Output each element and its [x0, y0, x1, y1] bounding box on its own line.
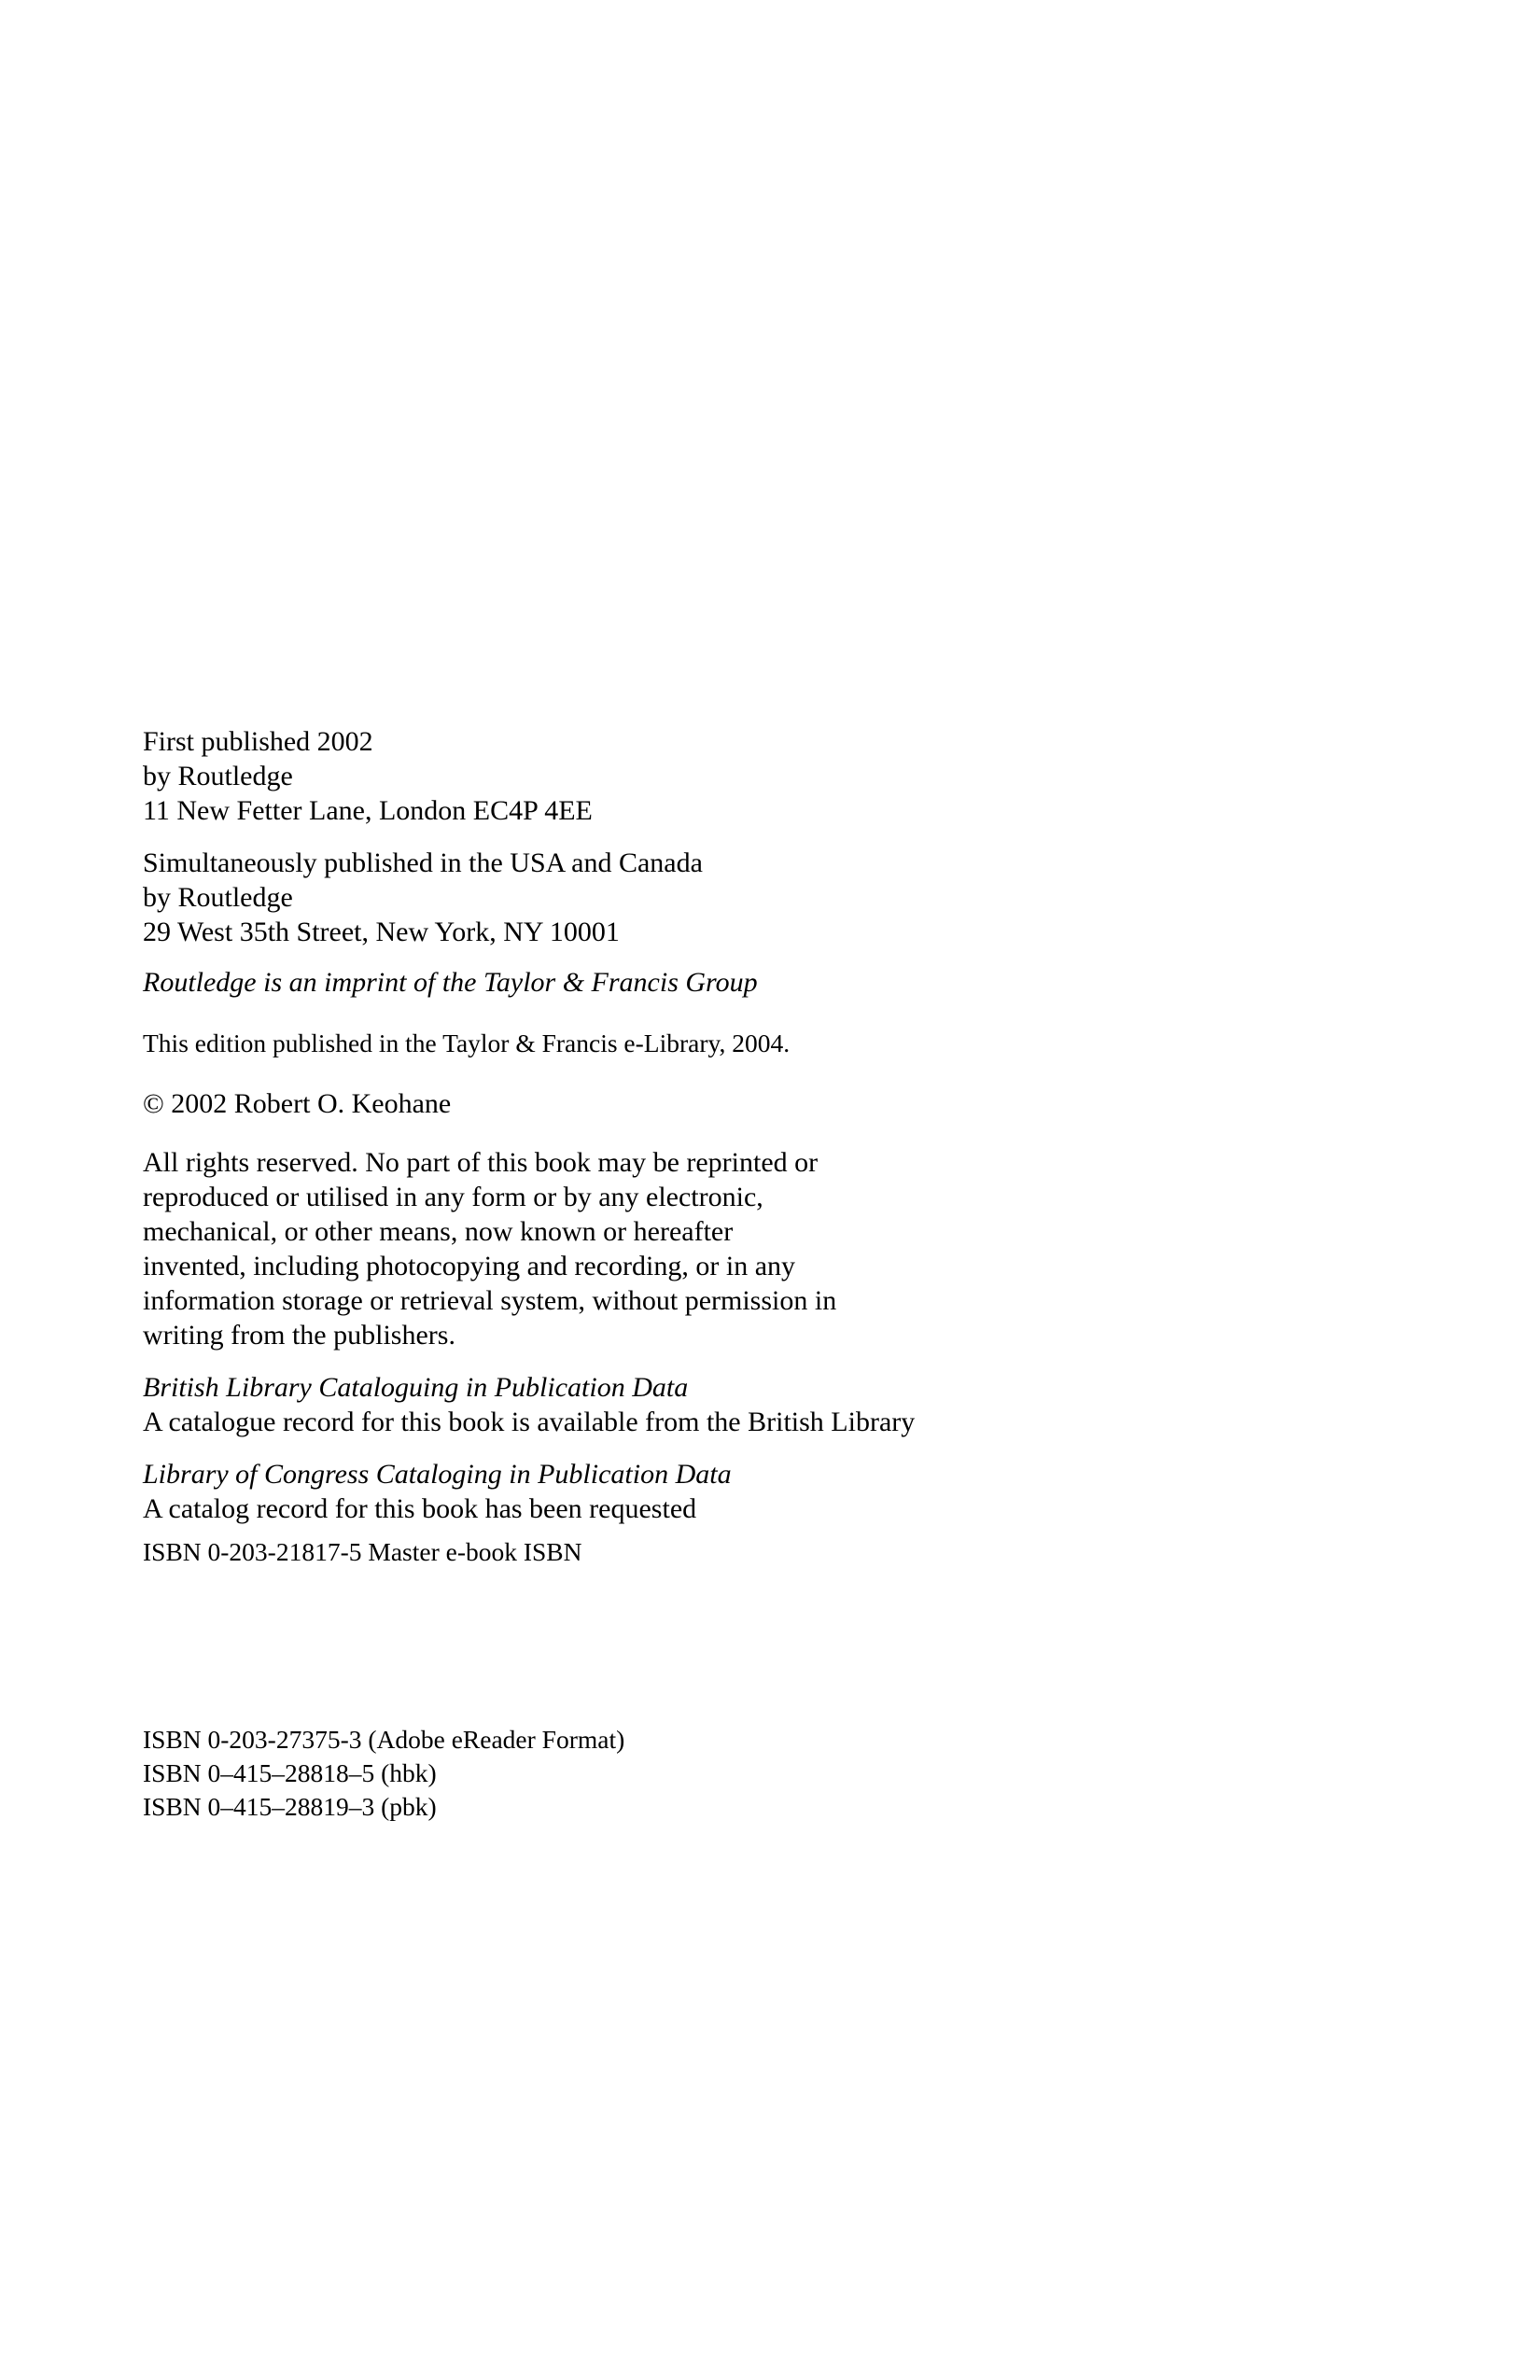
library-of-congress-text: A catalog record for this book has been requested: [143, 1493, 697, 1524]
rights-statement: [143, 1145, 1263, 1352]
master-isbn-line: ISBN 0-203-21817-5 Master e-book ISBN: [143, 1537, 582, 1566]
publication-info: [143, 724, 1263, 828]
edition-note: [143, 1027, 1263, 1060]
isbn-line: ISBN 0–415–28818–5 (hbk): [143, 1758, 437, 1787]
copyright-line: © 2002 Robert O. Keohane: [143, 1088, 452, 1119]
master-isbn: [143, 1535, 1263, 1569]
library-of-congress-data: [143, 1457, 1263, 1526]
rights-line: All rights reserved. No part of this book may be reprinted or: [143, 1147, 819, 1178]
library-of-congress-heading: Library of Congress Cataloging in Publication Data: [143, 1459, 732, 1490]
rights-line: mechanical, or other means, now known or hereafter: [143, 1216, 734, 1247]
imprint-note: [143, 965, 1263, 1000]
first-published: First published 2002: [143, 726, 373, 757]
isbn-line: ISBN 0–415–28819–3 (pbk): [143, 1792, 437, 1821]
imprint-line: Routledge is an imprint of the Taylor & Francis Group: [143, 967, 758, 998]
rights-line: information storage or retrieval system, without permission in: [143, 1285, 837, 1316]
usa-line-1: Simultaneously published in the USA and Canada: [143, 847, 703, 878]
publisher-line: by Routledge: [143, 761, 293, 791]
british-library-text: A catalogue record for this book is available from the British Library: [143, 1407, 916, 1437]
british-library-heading: British Library Cataloguing in Publication Data: [143, 1372, 689, 1403]
london-address: 11 New Fetter Lane, London EC4P 4EE: [143, 795, 593, 826]
rights-line: reproduced or utilised in any form or by any electronic,: [143, 1182, 763, 1212]
rights-line: writing from the publishers.: [143, 1320, 455, 1351]
rights-line: invented, including photocopying and recording, or in any: [143, 1251, 796, 1281]
british-library-data: [143, 1370, 1263, 1439]
edition-line: This edition published in the Taylor & Francis e-Library, 2004.: [143, 1029, 791, 1057]
usa-publication-info: [143, 846, 1263, 949]
usa-line-3: 29 West 35th Street, New York, NY 10001: [143, 917, 620, 947]
isbn-list: [143, 1723, 1263, 1824]
copyright-notice: [143, 1086, 1263, 1121]
usa-line-2: by Routledge: [143, 882, 293, 913]
isbn-line: ISBN 0-203-27375-3 (Adobe eReader Format): [143, 1725, 625, 1754]
